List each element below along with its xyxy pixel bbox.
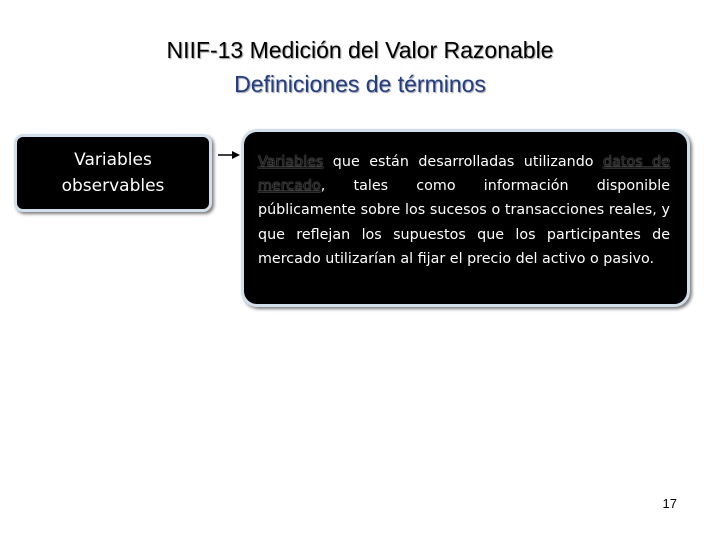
slide-title: NIIF-13 Medición del Valor Razonable: [166, 37, 554, 63]
definition-text-part-1: que están desarrolladas utilizando: [323, 154, 604, 170]
definition-highlight-variables: Variables: [258, 154, 324, 170]
term-box: [14, 134, 212, 212]
definition-box: [241, 129, 690, 307]
page-number: 17: [662, 496, 677, 511]
definition-text: [258, 150, 670, 271]
definition-highlight-market-data: datos de mercado: [258, 154, 670, 195]
slide-subtitle: Definiciones de términos: [234, 71, 486, 97]
arrow-right-icon: [218, 149, 240, 161]
definition-text-part-2: , tales como información disponible públicamente sobre los sucesos o transacciones reales, y que reflejan los supuestos que los participantes de mercado utilizarían al fijar el precio del activo o pasivo.: [258, 178, 670, 267]
term-label: Variables observables: [61, 150, 165, 196]
